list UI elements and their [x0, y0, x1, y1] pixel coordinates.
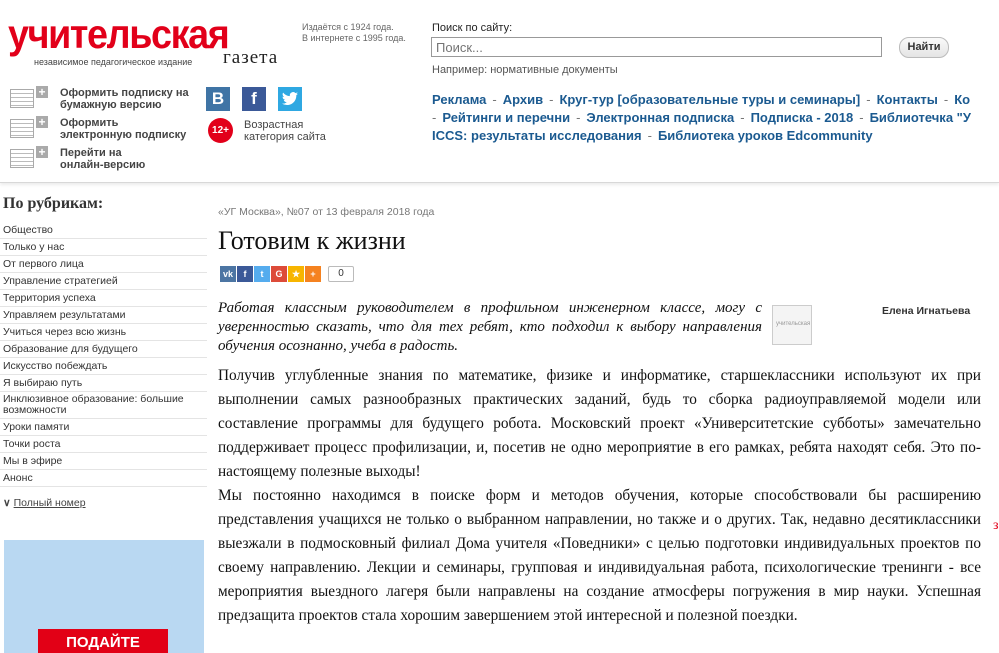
rubric-item[interactable]: Уроки памяти — [0, 419, 207, 436]
more-share-icon[interactable]: + — [305, 266, 321, 282]
nav-separator: - — [943, 92, 949, 107]
vk-share-icon[interactable]: vk — [220, 266, 236, 282]
sidebar-title: По рубрикам: — [3, 195, 104, 212]
link-text: Оформить — [60, 117, 119, 129]
logo-tagline: независимое педагогическое издание — [34, 57, 193, 67]
share-counter: 0 — [328, 266, 354, 282]
age-badge: 12+ — [208, 118, 233, 143]
nav-separator: - — [432, 110, 437, 125]
promo-submit-button[interactable]: ПОДАЙТЕ — [38, 629, 168, 653]
search-input[interactable] — [431, 37, 882, 57]
nav-row-3 — [432, 127, 999, 145]
nav-link-library[interactable]: Библиотечка "У — [869, 110, 971, 125]
nav-separator: - — [576, 110, 581, 125]
cut-off-right-widget: з — [993, 518, 999, 533]
since-line-2: В интернете с 1995 года. — [302, 33, 406, 43]
nav-link-edcommunity[interactable]: Библиотека уроков Edcommunity — [657, 128, 873, 143]
rubric-item[interactable]: Общество — [0, 222, 207, 239]
rubric-item[interactable]: Мы в эфире — [0, 453, 207, 470]
facebook-share-icon[interactable]: f — [237, 266, 253, 282]
rubric-item[interactable]: Территория успеха — [0, 290, 207, 307]
nav-separator: - — [647, 128, 652, 143]
site-logo[interactable] — [8, 11, 279, 68]
author-name[interactable]: Елена Игнатьева — [882, 305, 971, 317]
avatar-placeholder-text: учительская — [776, 321, 811, 327]
cursor-plus-icon: + — [8, 146, 52, 172]
facebook-icon[interactable]: f — [242, 87, 266, 111]
full-issue-link[interactable] — [0, 497, 207, 509]
nav-separator: - — [740, 110, 745, 125]
rubric-item[interactable]: Анонс — [0, 470, 207, 487]
nav-link-tours[interactable]: Круг-тур [образовательные туры и семинары] — [559, 92, 861, 107]
article-title: Готовим к жизни — [218, 226, 406, 255]
nav-link-truncated[interactable]: Ко — [954, 92, 971, 107]
nav-row-1 — [432, 91, 999, 109]
logo-wordmark: учительская — [8, 11, 229, 57]
promo-banner[interactable] — [4, 540, 204, 653]
author-avatar — [772, 305, 812, 345]
google-plus-share-icon[interactable]: G — [271, 266, 287, 282]
search-button[interactable]: Найти — [899, 37, 949, 58]
rubrics-sidebar — [0, 195, 207, 651]
article-lead: Работая классным руководителем в профильном инженерном классе, могу с уверенностью сказать, что для тех ребят, кто подходил к выбору направления обучения осознанно, учеба в радость. — [218, 300, 762, 354]
rubric-item[interactable]: Управление стратегией — [0, 273, 207, 290]
search-label: Поиск по сайту: — [432, 22, 513, 34]
nav-separator: - — [492, 92, 497, 107]
nav-separator: - — [866, 92, 871, 107]
link-text: Перейти на — [60, 147, 122, 159]
chevron-down-icon: ∨ — [3, 497, 11, 509]
rubric-item[interactable]: Инклюзивное образование: большие возможности — [0, 392, 207, 419]
rubric-item[interactable]: От первого лица — [0, 256, 207, 273]
since-info — [302, 22, 406, 44]
rubric-item[interactable]: Образование для будущего — [0, 341, 207, 358]
twitter-share-icon[interactable]: t — [254, 266, 270, 282]
rubric-item[interactable]: Только у нас — [0, 239, 207, 256]
age-category-text — [244, 119, 326, 143]
email-plus-icon: + — [8, 116, 52, 142]
bookmark-star-icon[interactable]: ★ — [288, 266, 304, 282]
nav-link-e-subscription[interactable]: Электронная подписка — [586, 110, 735, 125]
nav-link-contacts[interactable]: Контакты — [876, 92, 938, 107]
link-text: бумажную версию — [60, 99, 162, 111]
nav-link-iccs[interactable]: ICCS: результаты исследования — [432, 128, 642, 143]
nav-row-2 — [432, 109, 999, 127]
link-text: Оформить подписку на — [60, 87, 189, 99]
nav-separator: - — [859, 110, 864, 125]
rubrics-list — [0, 222, 207, 487]
age-line-2: категория сайта — [244, 131, 326, 143]
nav-link-archive[interactable]: Архив — [502, 92, 544, 107]
subscription-links — [8, 84, 189, 174]
rubric-item[interactable]: Я выбираю путь — [0, 375, 207, 392]
social-links — [206, 87, 302, 111]
link-text: электронную подписку — [60, 129, 187, 141]
share-bar — [220, 266, 354, 282]
nav-separator: - — [549, 92, 554, 107]
top-navigation — [432, 91, 999, 145]
since-line-1: Издаётся с 1924 года. — [302, 22, 394, 32]
link-text: онлайн-версию — [60, 159, 146, 171]
rubric-item[interactable]: Управляем результатами — [0, 307, 207, 324]
article-body — [218, 364, 981, 628]
vk-icon[interactable]: B — [206, 87, 230, 111]
article-paragraph: Получив углубленные знания по математике, физике и информатике, старшеклассники используют их при выполнении самых разнообразных практических заданий, будь то сборка радиоуправляемой модели или составление программы для будущего робота. Московский проект «Университетские субботы» замечательно поддерживает процесс профилизации, и, посетив не одно мероприятие в его рамках, ребята находят себя. Это по-настоящему полезные выходы! — [218, 367, 981, 480]
e-subscription-link[interactable] — [8, 114, 189, 144]
article-paragraph: Мы постоянно находимся в поиске форм и методов обучения, которые способствовали бы расширению представления учащихся не только о выбранном направлении, но также и о других. Так, недавно десятиклассники выезжали в подмосковный филиал Дома учителя «Поведники» с целью подготовки индивидуальных проектов по своему направлению. Лекции и семинары, групповая и индивидуальная работа, психологические тренинги - все мероприятия выездного лагеря были направлены на создание атмосферы погружения в мир науки. Успешная предзащита проектов стала хорошим завершением этой интересной и полезной поездки. — [218, 487, 981, 624]
site-header — [0, 0, 999, 183]
newspaper-plus-icon: + — [8, 86, 52, 112]
rubric-item[interactable]: Искусство побеждать — [0, 358, 207, 375]
logo-gazeta: газета — [223, 47, 279, 68]
full-issue-label: Полный номер — [13, 497, 86, 509]
twitter-icon[interactable] — [278, 87, 302, 111]
online-version-link[interactable] — [8, 144, 189, 174]
issue-breadcrumb[interactable]: «УГ Москва», №07 от 13 февраля 2018 года — [218, 206, 435, 218]
rubric-item[interactable]: Точки роста — [0, 436, 207, 453]
age-line-1: Возрастная — [244, 119, 304, 131]
paper-subscription-link[interactable] — [8, 84, 189, 114]
rubric-item[interactable]: Учиться через всю жизнь — [0, 324, 207, 341]
search-example: Например: нормативные документы — [432, 64, 618, 76]
nav-link-subscription-2018[interactable]: Подписка - 2018 — [750, 110, 854, 125]
nav-link-ratings[interactable]: Рейтинги и перечни — [442, 110, 571, 125]
nav-link-advertising[interactable]: Реклама — [432, 92, 487, 107]
